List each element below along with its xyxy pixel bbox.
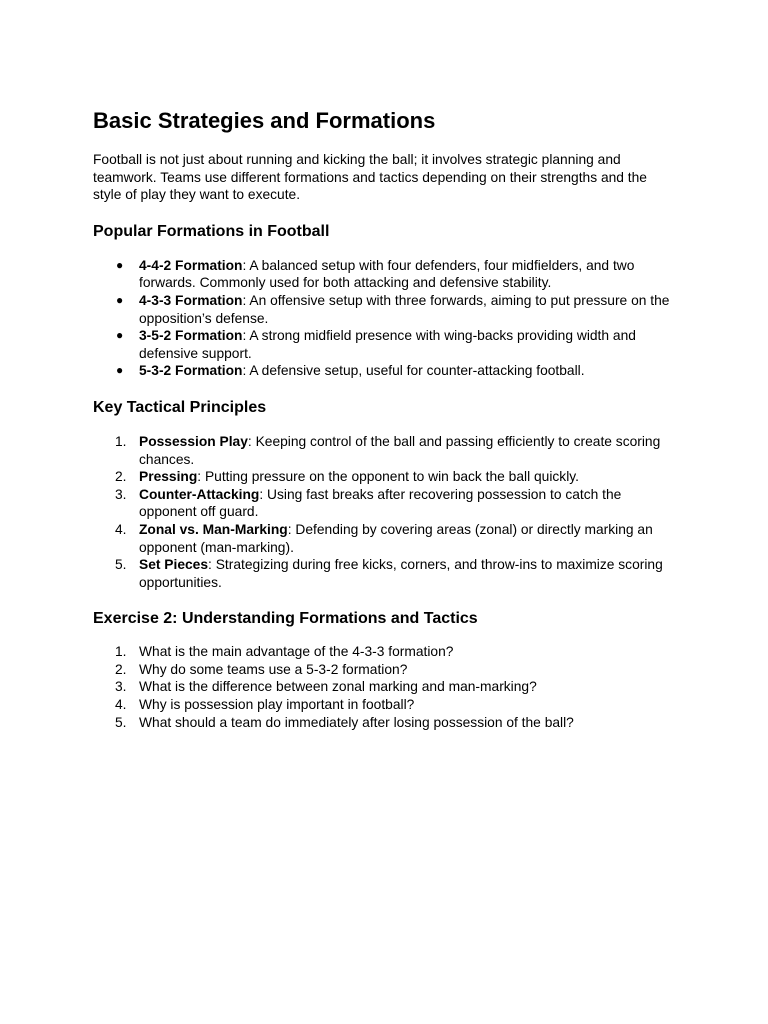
tactic-item	[93, 521, 673, 556]
tactic-description: : Defending by covering areas (zonal) or directly marking an opponent (man-marking).	[139, 521, 653, 555]
tactic-term: Set Pieces	[139, 557, 209, 573]
bullet-icon: ●	[116, 257, 124, 272]
formation-item	[93, 257, 673, 292]
question-item	[93, 661, 673, 679]
tactic-item	[93, 468, 673, 486]
formation-item	[93, 292, 673, 327]
tactic-description: : Strategizing during free kicks, corners, and throw-ins to maximize scoring opportunities.	[139, 557, 663, 590]
formation-item	[93, 362, 673, 380]
intro-paragraph: Football is not just about running and kicking the ball; it involves strategic planning and teamwork. Teams use different formations and tactics depending on their strengths and the style of play they want to execute.	[93, 152, 647, 203]
tactic-term: Possession Play	[139, 433, 248, 449]
tactic-term: Pressing	[139, 469, 198, 485]
tactic-term: Counter-Attacking	[139, 486, 260, 502]
tactic-list	[93, 433, 673, 591]
question-item	[93, 678, 673, 696]
question-text: Why is possession play important in football?	[139, 697, 415, 713]
formations-heading: Popular Formations in Football	[93, 222, 330, 240]
tactic-description: : Keeping control of the ball and passing efficiently to create scoring chances.	[139, 433, 661, 467]
list-number: 3.	[115, 486, 127, 502]
formation-term: 3-5-2 Formation	[139, 328, 243, 344]
question-item	[93, 714, 673, 732]
tactic-item	[93, 486, 673, 521]
list-number: 5.	[115, 714, 127, 730]
bullet-icon: ●	[116, 292, 124, 307]
formation-list	[93, 257, 673, 380]
list-number: 2.	[115, 469, 127, 485]
page-title: Basic Strategies and Formations	[93, 108, 436, 133]
formation-term: 5-3-2 Formation	[139, 363, 243, 379]
list-number: 4.	[115, 521, 127, 537]
formation-description: : A balanced setup with four defenders, four midfielders, and two forwards. Commonly used for both attacking and defensive stability.	[139, 257, 635, 291]
tactic-term: Zonal vs. Man-Marking	[139, 521, 288, 537]
list-number: 2.	[115, 661, 127, 677]
question-item	[93, 643, 673, 661]
formation-item	[93, 327, 673, 362]
list-number: 1.	[115, 433, 127, 449]
list-number: 5.	[115, 557, 127, 573]
formation-term: 4-4-2 Formation	[139, 257, 243, 273]
tactic-item	[93, 433, 673, 468]
question-text: What is the difference between zonal marking and man-marking?	[139, 679, 537, 695]
tactics-heading: Key Tactical Principles	[93, 398, 267, 416]
question-list	[93, 643, 673, 731]
list-number: 4.	[115, 697, 127, 713]
list-number: 3.	[115, 679, 127, 695]
formation-description: : A defensive setup, useful for counter-attacking football.	[242, 363, 585, 379]
bullet-icon: ●	[116, 363, 124, 378]
tactic-item	[93, 556, 673, 591]
list-number: 1.	[115, 644, 127, 660]
question-item	[93, 696, 673, 714]
tactic-description: : Putting pressure on the opponent to win back the ball quickly.	[197, 469, 579, 485]
formation-description: : An offensive setup with three forwards, aiming to put pressure on the opposition’s defense.	[139, 292, 670, 326]
exercise-heading: Exercise 2: Understanding Formations and Tactics	[93, 610, 478, 628]
bullet-icon: ●	[116, 328, 124, 343]
question-text: What is the main advantage of the 4-3-3 formation?	[139, 644, 454, 660]
document-page	[93, 104, 673, 731]
formation-term: 4-3-3 Formation	[139, 292, 243, 308]
question-text: Why do some teams use a 5-3-2 formation?	[139, 661, 408, 677]
tactic-description: : Using fast breaks after recovering possession to catch the opponent off guard.	[139, 486, 622, 520]
formation-description: : A strong midfield presence with wing-backs providing width and defensive support.	[139, 328, 636, 361]
question-text: What should a team do immediately after losing possession of the ball?	[139, 714, 574, 730]
